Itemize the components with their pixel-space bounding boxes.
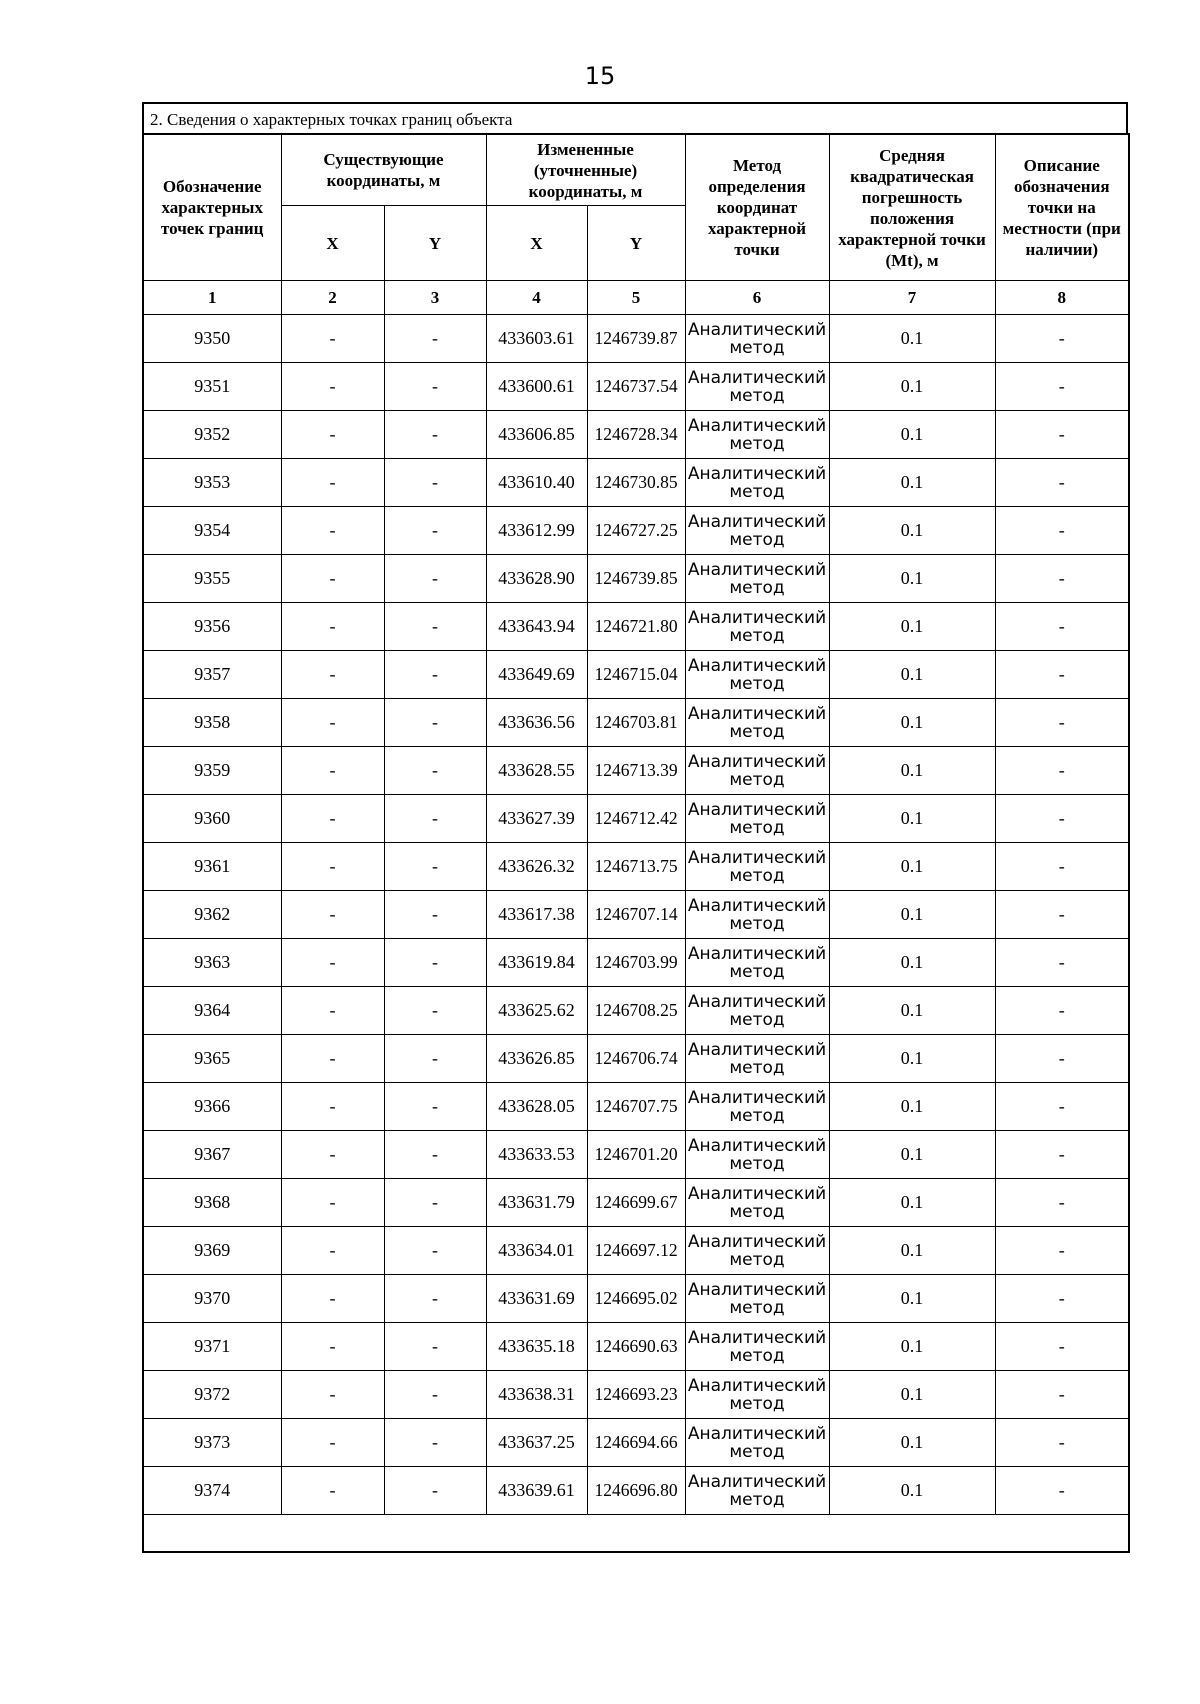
table-row <box>143 987 1129 1035</box>
changed-y-cell: 1246712.42 <box>587 795 685 843</box>
changed-y-cell: 1246703.81 <box>587 699 685 747</box>
existing-x-cell: - <box>281 1179 384 1227</box>
table-row <box>143 1467 1129 1515</box>
method-cell: Аналитический метод <box>685 1179 829 1227</box>
mean-square-error-cell: 0.1 <box>829 555 995 603</box>
table-row <box>143 1035 1129 1083</box>
point-id-cell: 9362 <box>143 891 281 939</box>
changed-x-cell: 433638.31 <box>486 1371 587 1419</box>
changed-y-cell: 1246695.02 <box>587 1275 685 1323</box>
existing-y-cell: - <box>384 1419 486 1467</box>
points-table-sheet <box>142 102 1128 1553</box>
point-id-cell: 9373 <box>143 1419 281 1467</box>
header-existing-coordinates: Существующие координаты, м <box>281 134 486 206</box>
existing-y-cell: - <box>384 459 486 507</box>
point-id-cell: 9367 <box>143 1131 281 1179</box>
changed-y-cell: 1246693.23 <box>587 1371 685 1419</box>
changed-x-cell: 433634.01 <box>486 1227 587 1275</box>
existing-y-cell: - <box>384 603 486 651</box>
method-cell: Аналитический метод <box>685 1371 829 1419</box>
point-id-cell: 9350 <box>143 315 281 363</box>
mean-square-error-cell: 0.1 <box>829 891 995 939</box>
mean-square-error-cell: 0.1 <box>829 843 995 891</box>
point-description-cell: - <box>995 651 1129 699</box>
changed-y-cell: 1246713.39 <box>587 747 685 795</box>
changed-x-cell: 433643.94 <box>486 603 587 651</box>
page-number: 15 <box>584 62 616 90</box>
point-description-cell: - <box>995 363 1129 411</box>
column-number: 4 <box>486 281 587 315</box>
method-cell: Аналитический метод <box>685 843 829 891</box>
existing-x-cell: - <box>281 555 384 603</box>
point-id-cell: 9368 <box>143 1179 281 1227</box>
existing-x-cell: - <box>281 1035 384 1083</box>
existing-y-cell: - <box>384 315 486 363</box>
changed-y-cell: 1246707.14 <box>587 891 685 939</box>
mean-square-error-cell: 0.1 <box>829 1371 995 1419</box>
existing-y-cell: - <box>384 747 486 795</box>
table-row <box>143 843 1129 891</box>
table-row <box>143 747 1129 795</box>
mean-square-error-cell: 0.1 <box>829 987 995 1035</box>
existing-x-cell: - <box>281 843 384 891</box>
changed-x-cell: 433637.25 <box>486 1419 587 1467</box>
point-id-cell: 9369 <box>143 1227 281 1275</box>
method-cell: Аналитический метод <box>685 795 829 843</box>
changed-y-cell: 1246708.25 <box>587 987 685 1035</box>
point-description-cell: - <box>995 1323 1129 1371</box>
point-description-cell: - <box>995 1131 1129 1179</box>
column-numbers-row <box>143 281 1129 315</box>
table-row <box>143 1179 1129 1227</box>
point-description-cell: - <box>995 795 1129 843</box>
point-description-cell: - <box>995 747 1129 795</box>
table-row <box>143 459 1129 507</box>
header-designation: Обозначение характерных точек границ <box>143 134 281 281</box>
mean-square-error-cell: 0.1 <box>829 699 995 747</box>
existing-x-cell: - <box>281 315 384 363</box>
changed-x-cell: 433639.61 <box>486 1467 587 1515</box>
point-description-cell: - <box>995 987 1129 1035</box>
method-cell: Аналитический метод <box>685 939 829 987</box>
point-description-cell: - <box>995 555 1129 603</box>
point-id-cell: 9352 <box>143 411 281 459</box>
changed-y-cell: 1246707.75 <box>587 1083 685 1131</box>
method-cell: Аналитический метод <box>685 555 829 603</box>
table-row <box>143 651 1129 699</box>
table-row <box>143 699 1129 747</box>
existing-y-cell: - <box>384 1467 486 1515</box>
column-number: 8 <box>995 281 1129 315</box>
mean-square-error-cell: 0.1 <box>829 1083 995 1131</box>
existing-x-cell: - <box>281 891 384 939</box>
point-id-cell: 9365 <box>143 1035 281 1083</box>
table-row <box>143 315 1129 363</box>
table-row <box>143 363 1129 411</box>
existing-x-cell: - <box>281 507 384 555</box>
changed-x-cell: 433631.69 <box>486 1275 587 1323</box>
existing-y-cell: - <box>384 939 486 987</box>
method-cell: Аналитический метод <box>685 987 829 1035</box>
point-id-cell: 9360 <box>143 795 281 843</box>
changed-x-cell: 433635.18 <box>486 1323 587 1371</box>
changed-x-cell: 433631.79 <box>486 1179 587 1227</box>
mean-square-error-cell: 0.1 <box>829 1179 995 1227</box>
existing-x-cell: - <box>281 1323 384 1371</box>
table-row <box>143 1131 1129 1179</box>
changed-x-cell: 433606.85 <box>486 411 587 459</box>
changed-x-cell: 433619.84 <box>486 939 587 987</box>
changed-y-cell: 1246690.63 <box>587 1323 685 1371</box>
point-id-cell: 9364 <box>143 987 281 1035</box>
existing-x-cell: - <box>281 459 384 507</box>
changed-y-cell: 1246713.75 <box>587 843 685 891</box>
point-id-cell: 9363 <box>143 939 281 987</box>
point-id-cell: 9354 <box>143 507 281 555</box>
changed-y-cell: 1246696.80 <box>587 1467 685 1515</box>
point-id-cell: 9372 <box>143 1371 281 1419</box>
table-row <box>143 507 1129 555</box>
existing-x-cell: - <box>281 1419 384 1467</box>
existing-x-cell: - <box>281 603 384 651</box>
table-row <box>143 555 1129 603</box>
existing-y-cell: - <box>384 1035 486 1083</box>
mean-square-error-cell: 0.1 <box>829 603 995 651</box>
changed-x-cell: 433628.55 <box>486 747 587 795</box>
existing-x-cell: - <box>281 747 384 795</box>
point-id-cell: 9366 <box>143 1083 281 1131</box>
existing-x-cell: - <box>281 411 384 459</box>
header-changed-coordinates: Измененные (уточненные) координаты, м <box>486 134 685 206</box>
point-description-cell: - <box>995 699 1129 747</box>
existing-x-cell: - <box>281 1371 384 1419</box>
header-changed-y: Y <box>587 206 685 281</box>
existing-y-cell: - <box>384 891 486 939</box>
point-description-cell: - <box>995 939 1129 987</box>
changed-y-cell: 1246737.54 <box>587 363 685 411</box>
point-description-cell: - <box>995 1227 1129 1275</box>
existing-y-cell: - <box>384 1371 486 1419</box>
header-point-description: Описание обозначения точки на местности (при наличии) <box>995 134 1129 281</box>
changed-y-cell: 1246727.25 <box>587 507 685 555</box>
mean-square-error-cell: 0.1 <box>829 1323 995 1371</box>
existing-y-cell: - <box>384 1227 486 1275</box>
method-cell: Аналитический метод <box>685 315 829 363</box>
point-id-cell: 9358 <box>143 699 281 747</box>
existing-y-cell: - <box>384 555 486 603</box>
existing-x-cell: - <box>281 1275 384 1323</box>
method-cell: Аналитический метод <box>685 507 829 555</box>
table-body <box>143 315 1129 1515</box>
column-number: 3 <box>384 281 486 315</box>
mean-square-error-cell: 0.1 <box>829 411 995 459</box>
existing-y-cell: - <box>384 1323 486 1371</box>
table-row <box>143 1419 1129 1467</box>
existing-x-cell: - <box>281 1227 384 1275</box>
existing-x-cell: - <box>281 1131 384 1179</box>
existing-y-cell: - <box>384 507 486 555</box>
changed-x-cell: 433636.56 <box>486 699 587 747</box>
column-number: 1 <box>143 281 281 315</box>
point-description-cell: - <box>995 891 1129 939</box>
existing-y-cell: - <box>384 363 486 411</box>
mean-square-error-cell: 0.1 <box>829 507 995 555</box>
existing-y-cell: - <box>384 1083 486 1131</box>
changed-y-cell: 1246697.12 <box>587 1227 685 1275</box>
mean-square-error-cell: 0.1 <box>829 315 995 363</box>
changed-y-cell: 1246728.34 <box>587 411 685 459</box>
point-description-cell: - <box>995 1467 1129 1515</box>
point-description-cell: - <box>995 1179 1129 1227</box>
point-description-cell: - <box>995 507 1129 555</box>
changed-x-cell: 433610.40 <box>486 459 587 507</box>
existing-y-cell: - <box>384 843 486 891</box>
changed-y-cell: 1246699.67 <box>587 1179 685 1227</box>
changed-x-cell: 433649.69 <box>486 651 587 699</box>
method-cell: Аналитический метод <box>685 1275 829 1323</box>
point-description-cell: - <box>995 1083 1129 1131</box>
method-cell: Аналитический метод <box>685 363 829 411</box>
method-cell: Аналитический метод <box>685 1419 829 1467</box>
point-id-cell: 9361 <box>143 843 281 891</box>
point-description-cell: - <box>995 315 1129 363</box>
empty-footer-row <box>143 1515 1129 1553</box>
point-id-cell: 9353 <box>143 459 281 507</box>
method-cell: Аналитический метод <box>685 891 829 939</box>
table-row <box>143 603 1129 651</box>
method-cell: Аналитический метод <box>685 651 829 699</box>
changed-x-cell: 433625.62 <box>486 987 587 1035</box>
changed-x-cell: 433626.85 <box>486 1035 587 1083</box>
boundary-points-table <box>142 133 1130 1553</box>
column-number: 6 <box>685 281 829 315</box>
method-cell: Аналитический метод <box>685 747 829 795</box>
changed-x-cell: 433603.61 <box>486 315 587 363</box>
mean-square-error-cell: 0.1 <box>829 795 995 843</box>
mean-square-error-cell: 0.1 <box>829 1467 995 1515</box>
changed-y-cell: 1246703.99 <box>587 939 685 987</box>
mean-square-error-cell: 0.1 <box>829 1131 995 1179</box>
changed-x-cell: 433617.38 <box>486 891 587 939</box>
column-number: 5 <box>587 281 685 315</box>
table-row <box>143 1371 1129 1419</box>
mean-square-error-cell: 0.1 <box>829 747 995 795</box>
table-row <box>143 795 1129 843</box>
changed-y-cell: 1246715.04 <box>587 651 685 699</box>
method-cell: Аналитический метод <box>685 1131 829 1179</box>
point-description-cell: - <box>995 843 1129 891</box>
changed-y-cell: 1246694.66 <box>587 1419 685 1467</box>
existing-x-cell: - <box>281 1467 384 1515</box>
method-cell: Аналитический метод <box>685 1035 829 1083</box>
changed-y-cell: 1246730.85 <box>587 459 685 507</box>
column-number: 7 <box>829 281 995 315</box>
existing-y-cell: - <box>384 651 486 699</box>
changed-x-cell: 433600.61 <box>486 363 587 411</box>
changed-x-cell: 433612.99 <box>486 507 587 555</box>
existing-y-cell: - <box>384 699 486 747</box>
header-existing-y: Y <box>384 206 486 281</box>
header-changed-x: X <box>486 206 587 281</box>
point-description-cell: - <box>995 411 1129 459</box>
table-row <box>143 1275 1129 1323</box>
mean-square-error-cell: 0.1 <box>829 939 995 987</box>
changed-y-cell: 1246739.87 <box>587 315 685 363</box>
point-id-cell: 9359 <box>143 747 281 795</box>
mean-square-error-cell: 0.1 <box>829 1275 995 1323</box>
changed-y-cell: 1246739.85 <box>587 555 685 603</box>
method-cell: Аналитический метод <box>685 603 829 651</box>
column-number: 2 <box>281 281 384 315</box>
header-mean-square-error: Средняя квадратическая погрешность положения характерной точки (Mt), м <box>829 134 995 281</box>
point-description-cell: - <box>995 1419 1129 1467</box>
method-cell: Аналитический метод <box>685 1323 829 1371</box>
point-description-cell: - <box>995 459 1129 507</box>
existing-y-cell: - <box>384 987 486 1035</box>
point-id-cell: 9356 <box>143 603 281 651</box>
existing-x-cell: - <box>281 699 384 747</box>
changed-x-cell: 433627.39 <box>486 795 587 843</box>
changed-x-cell: 433626.32 <box>486 843 587 891</box>
existing-y-cell: - <box>384 1131 486 1179</box>
table-row <box>143 891 1129 939</box>
mean-square-error-cell: 0.1 <box>829 1227 995 1275</box>
method-cell: Аналитический метод <box>685 411 829 459</box>
existing-y-cell: - <box>384 1179 486 1227</box>
changed-y-cell: 1246701.20 <box>587 1131 685 1179</box>
header-existing-x: X <box>281 206 384 281</box>
table-row <box>143 1083 1129 1131</box>
changed-y-cell: 1246721.80 <box>587 603 685 651</box>
table-row <box>143 939 1129 987</box>
existing-x-cell: - <box>281 939 384 987</box>
table-row <box>143 1323 1129 1371</box>
mean-square-error-cell: 0.1 <box>829 1419 995 1467</box>
mean-square-error-cell: 0.1 <box>829 363 995 411</box>
point-description-cell: - <box>995 1035 1129 1083</box>
existing-x-cell: - <box>281 363 384 411</box>
header-method: Метод определения координат характерной точки <box>685 134 829 281</box>
changed-y-cell: 1246706.74 <box>587 1035 685 1083</box>
existing-x-cell: - <box>281 987 384 1035</box>
method-cell: Аналитический метод <box>685 459 829 507</box>
method-cell: Аналитический метод <box>685 699 829 747</box>
existing-y-cell: - <box>384 411 486 459</box>
existing-x-cell: - <box>281 795 384 843</box>
empty-footer-cell <box>143 1515 1129 1553</box>
mean-square-error-cell: 0.1 <box>829 459 995 507</box>
existing-x-cell: - <box>281 651 384 699</box>
table-row <box>143 1227 1129 1275</box>
method-cell: Аналитический метод <box>685 1227 829 1275</box>
point-description-cell: - <box>995 1275 1129 1323</box>
method-cell: Аналитический метод <box>685 1467 829 1515</box>
point-id-cell: 9351 <box>143 363 281 411</box>
section-title: 2. Сведения о характерных точках границ объекта <box>142 102 1128 133</box>
point-id-cell: 9355 <box>143 555 281 603</box>
point-description-cell: - <box>995 603 1129 651</box>
point-id-cell: 9357 <box>143 651 281 699</box>
existing-y-cell: - <box>384 1275 486 1323</box>
point-id-cell: 9374 <box>143 1467 281 1515</box>
existing-y-cell: - <box>384 795 486 843</box>
table-row <box>143 411 1129 459</box>
method-cell: Аналитический метод <box>685 1083 829 1131</box>
point-id-cell: 9370 <box>143 1275 281 1323</box>
existing-x-cell: - <box>281 1083 384 1131</box>
point-description-cell: - <box>995 1371 1129 1419</box>
mean-square-error-cell: 0.1 <box>829 1035 995 1083</box>
mean-square-error-cell: 0.1 <box>829 651 995 699</box>
point-id-cell: 9371 <box>143 1323 281 1371</box>
changed-x-cell: 433633.53 <box>486 1131 587 1179</box>
changed-x-cell: 433628.05 <box>486 1083 587 1131</box>
changed-x-cell: 433628.90 <box>486 555 587 603</box>
